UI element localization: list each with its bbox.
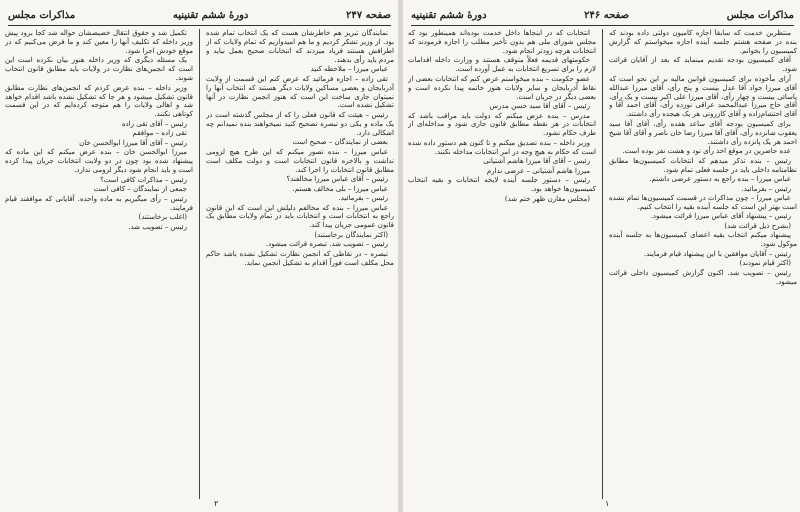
paragraph: برای کمیسیون بودجه آقای ساعد هفده رأی، آقای آقا سید یعقوب شانزده رأی، آقای آقا میرزا رضا خان ناصر و آقای آقا شیخ احمد هر یک پانزده رأی داشتند. xyxy=(609,119,797,146)
paragraph: (اکثر قیام نمودند) xyxy=(739,259,791,268)
paragraph: رئیس – آقایان موافقین با این پیشنهاد قیام فرمایند. xyxy=(643,249,791,258)
paragraph: رئیس – تصویب شد. اکنون گزارش کمیسیون داخلی قرائت میشود. xyxy=(609,268,797,286)
page-label: صفحه ۲۴۷ xyxy=(346,9,391,21)
text-column-left xyxy=(408,29,596,499)
paragraph: میرزا هاشم آشتیانی – عرضی ندارم xyxy=(486,166,590,175)
journal-title: مذاكرات مجلس xyxy=(726,9,794,21)
paragraph: (اکثر نمایندگان برخاستند) xyxy=(314,230,388,239)
paragraph: عباس میرزا – بنده راجع به دستور عرضی داشتم. xyxy=(649,175,791,184)
page-label: صفحه ۲۴۶ xyxy=(584,9,630,21)
paragraph: رئیس – آقای آقا سید حسن مدرس xyxy=(489,102,590,111)
column-divider xyxy=(602,29,603,499)
paragraph: رئیس – رأی میگیریم به ماده واحده. آقایانی که موافقند قیام فرمایند. xyxy=(5,194,193,212)
paragraph: انتخابات که در اینجا‌ها داخل خدمت بوده‌اند همینطور بود که مجلس شورای ملی هم بدون تأخیر مطلب را اجازه فرمودند که انتخابات هرچه زودتر انجام شود. xyxy=(408,29,596,55)
paragraph: آرای مأخوذه برای کمیسیون قوانین مالیه بر این نحو است که آقای میرزا جواد آقا عدل بیست و پنج رأی، آقای میرزا عبدالله یاسائی بیست و چهار رأی، آقای میرزا علی اکبر بیست و یک رأی، آقای حاج میرزا عبدالمحمد عراقی نوزده رأی، آقای احمد آقا و آقای احتشام‌زاده و آقای کازرونی هر یک هیجده رأی داشتند. xyxy=(609,74,797,119)
page-header xyxy=(411,8,794,22)
paragraph: رئیس – بفرمائید. xyxy=(741,184,791,193)
paragraph: عباس میرزا – بلی مخالف هستم. xyxy=(292,184,388,193)
paragraph: تبصره – در نقاطی که انجمن نظارت تشکیل نشده باشد حاکم محل مکلف است فوراً اقدام به تشکیل انجمن نماید. xyxy=(206,249,394,267)
paragraph: تقی زاده – موافقم xyxy=(132,129,187,138)
paragraph: تکمیل شد و حقوق انتقال خصیصشان حواله شد کجا برود پیش وزیر داخله که تکلیف آنها را معین کند و ما فرض می‌کنیم که در موقع خودش اجرا شود. xyxy=(5,29,193,55)
page-number: ۱ xyxy=(605,499,610,508)
paragraph: رئیس – آقای تقی زاده xyxy=(121,119,187,128)
paragraph: رئیس – تصویب شد. xyxy=(128,222,187,231)
paragraph: رئیس – بفرمائید. xyxy=(338,194,388,203)
page-header xyxy=(8,8,391,22)
left-page xyxy=(2,0,397,512)
paragraph: آقای کمیسیون بودجه تقدیم مینماید که بعد از آقایان قرائت شود. xyxy=(609,56,797,74)
header-rule xyxy=(8,25,391,26)
session-label: دورهٔ ششم تقنينيه xyxy=(411,9,487,21)
paragraph: مدرس – بنده عرض میکنم که دولت باید مراقب باشد که انتخابات در هر نقطه مطابق قانون جاری شود و مداخله‌ای از طرف حکام نشود. xyxy=(408,111,596,138)
paragraph: وزیر داخله – بنده عرض کردم که انجمن‌های نظارت مطابق قانون تشکیل میشود و هر جا که تشکیل نشده باشد اقدام خواهد شد و اهالی ولایات را هم متوجه کرده‌ایم که در این قسمت کوتاهی نکنند. xyxy=(5,83,193,119)
paragraph: رئیس – آقای آقا میرزا هاشم آشتیانی xyxy=(483,157,590,166)
paragraph: رئیس – تصویب شد. تبصره قرائت میشود. xyxy=(265,240,388,249)
paragraph: عباس میرزا – بنده که مخالفم دلیلش این است که این قانون راجع به انتخابات است و انتخابات باید در تمام ولایات مطابق یک قانون عمومی جریان پیدا کند. xyxy=(206,203,394,230)
paragraph: بعضی از نمایندگان – صحیح است xyxy=(292,138,388,147)
paragraph: تقی زاده – اجازه فرمائید که عرض کنم این قسمت از ولایت آذربایجان و بعضی مساکین ولایات دیگر هستند که انتخاب آنها را نمیتوان جاری ساخت این است که هنوز انجمن نظارت در آنها تشکیل نشده است. xyxy=(206,74,394,110)
page-number: ۲ xyxy=(214,499,219,508)
paragraph: رئیس – دستور جلسه آینده لایحه انتخابات و بقیه انتخاب کمیسیون‌ها خواهد بود. xyxy=(408,176,596,194)
column-divider xyxy=(199,29,200,499)
paragraph: (بشرح ذیل قرائت شد) xyxy=(724,221,791,230)
paragraph: عباس میرزا – ملاحظه کنید xyxy=(310,65,388,74)
paragraph: رئیس – آقای عباس میرزا مخالفند؟ xyxy=(286,175,388,184)
paragraph: رئیس – بنده تذکر میدهم که انتخابات کمیسیون‌ها مطابق نظامنامه داخلی باید در جلسه فعلی تمام شود. xyxy=(609,156,797,174)
paragraph: پیشنهاد میکنم انتخاب بقیه اعضای کمیسیون‌ها به جلسه آینده موکول شود. xyxy=(609,231,797,249)
paragraph: منتظرین خدمت که سابقاً اجازه کامیون دولتی داده بودند که بنده در صفحه هشتم جلسه آینده اجازه میخواستم که گزارش کمیسیون را بخوانم. xyxy=(609,29,797,55)
paragraph: عضو حکومت – بنده میخواستم عرض کنم که انتخابات بعضی از نقاط آذربایجان و سایر ولایات هنوز خاتمه پیدا نکرده است و بعضی دیگر در جریان است. xyxy=(408,74,596,101)
paragraph: میرزا ابوالحسن خان – بنده عرض میکنم که این ماده که پیشنهاد شده بود چون در دو ولایت انتخابات جریان پیدا کرده است و باید انجام شود دیگر لزومی ندارد. xyxy=(5,148,193,175)
paragraph: عده حاضرین در موقع اخذ رأی نود و هشت نفر بوده است. xyxy=(622,147,791,156)
paragraph: (مجلس مقارن ظهر ختم شد) xyxy=(504,194,590,203)
paragraph: حکومتهای قدیمه فعلاً متوقف هستند و وزارت داخله اقدامات لازم را برای تسریع انتخابات به عمل آورده است. xyxy=(408,56,596,74)
paragraph: (اغلب برخاستند) xyxy=(138,213,187,222)
paragraph: نمایندگان تبریز هم خاطرشان هست که یک انتخاب تمام شده بود. از وزیر تشکر کردیم و ما هم امیدواریم که تمام ولایات که از اطرافش هستند فریاد میزدند که انتخابات صحیح بعمل نیاید و مردم باید رأی بدهند. xyxy=(206,29,394,64)
journal-title: مذاكرات مجلس xyxy=(8,9,76,21)
paragraph: جمعی از نمایندگان – کافی است xyxy=(93,185,187,194)
text-column-right xyxy=(609,29,797,499)
paragraph: رئیس – مذاکرات کافی است؟ xyxy=(100,175,187,184)
paragraph: عباس میرزا – چون مذاکرات در قسمت کمیسیون‌ها تمام نشده است بهتر این است که جلسه آینده بقیه را انتخاب کنیم. xyxy=(609,194,797,211)
right-page xyxy=(405,0,800,512)
text-column-left xyxy=(5,29,193,499)
book-gutter xyxy=(398,0,403,512)
paragraph: رئیس – پیشنهاد آقای عباس میرزا قرائت میشود. xyxy=(650,212,791,221)
paragraph: یک مسئله دیگری که وزیر داخله هنوز بیان نکرده است این است که انجمن‌های نظارت در ولایات باید مطابق قانون انتخاب شوند. xyxy=(5,56,193,83)
header-rule xyxy=(411,25,794,26)
text-column-right xyxy=(206,29,394,499)
paragraph: عباس میرزا – بنده تصور میکنم که این طرح هیچ لزومی نداشت و بالاخره قانون انتخابات است و دولت مکلف است مطابق قانون انتخابات را اجرا کند. xyxy=(206,147,394,174)
paragraph: رئیس – آقای آقا میرزا ابوالحسن خان xyxy=(79,138,187,147)
paragraph: رئیس – هیئت که قانون فعلی را که از مجلس گذشته است در یک ماده و یکی دو تبصره تصحیح کنید نمیخواهند بنده نمیدانم چه اشکالی دارد. xyxy=(206,110,394,137)
session-label: دورهٔ ششم تقنينيه xyxy=(172,9,249,21)
paragraph: وزیر داخله – بنده تصدیق میکنم و تا کنون هم دستور داده شده است که حکام به هیچ وجه در امر انتخابات مداخله نکنند. xyxy=(408,138,596,156)
